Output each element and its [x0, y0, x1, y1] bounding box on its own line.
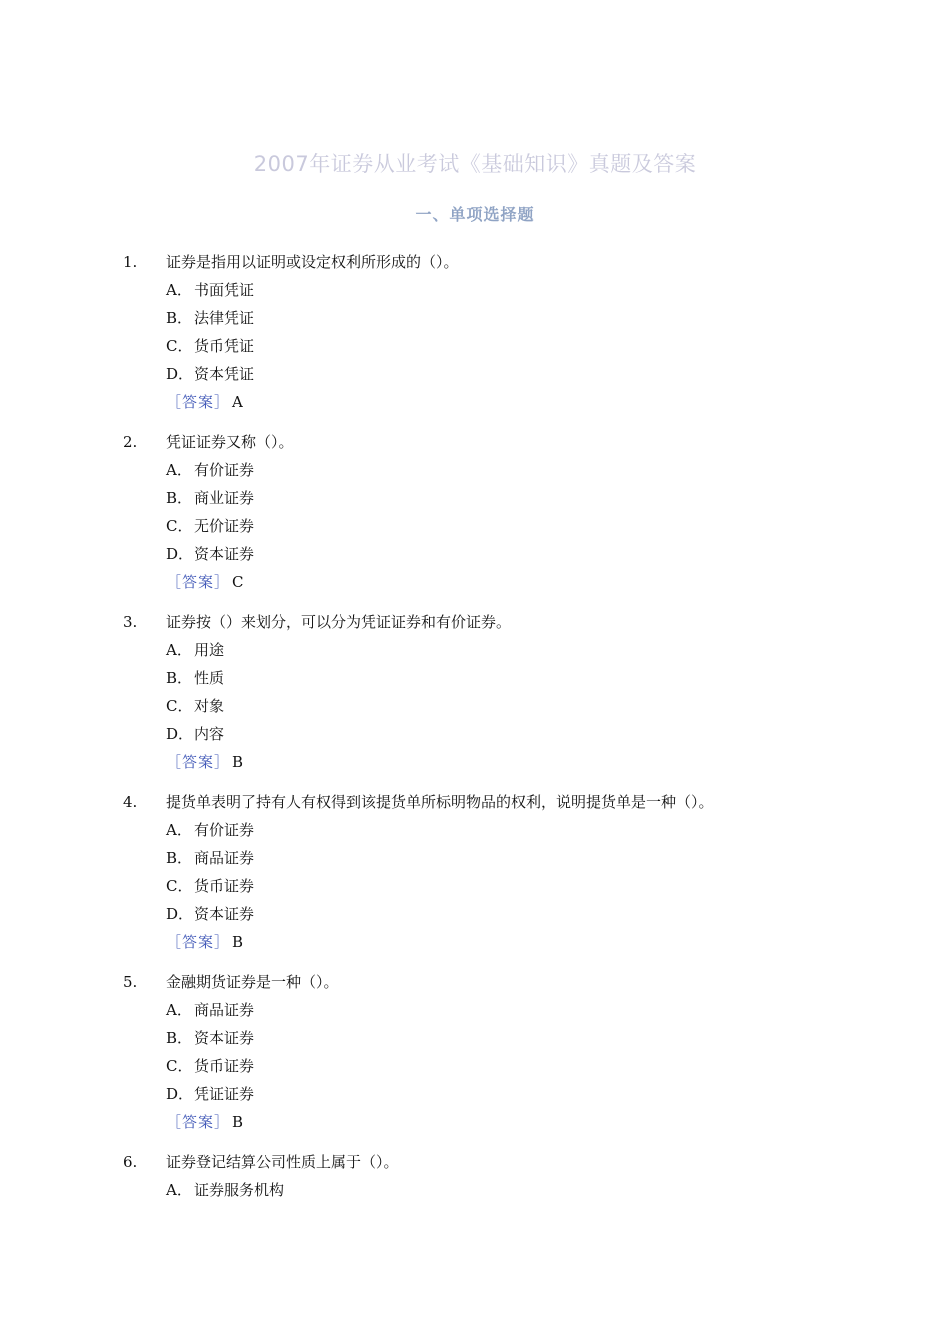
answer-value: C [232, 573, 244, 591]
question-text: 证券登记结算公司性质上属于（）。 [166, 1153, 399, 1171]
answer-option [0, 1176, 950, 1204]
option-text: 对象 [194, 697, 225, 715]
option-text: 证券服务机构 [194, 1181, 285, 1199]
answer-option [0, 1052, 950, 1080]
option-letter: C． [166, 877, 193, 895]
option-text: 商品证券 [194, 849, 255, 867]
option-letter: D． [166, 1085, 194, 1103]
question-item [0, 608, 950, 776]
option-letter: A． [166, 281, 192, 299]
answer-line [0, 388, 950, 416]
question-stem [0, 1148, 950, 1176]
option-text: 资本凭证 [194, 365, 255, 383]
option-letter: B． [166, 309, 193, 327]
question-text: 证券按（）来划分，可以分为凭证证券和有价证券。 [166, 613, 512, 631]
option-letter: D． [166, 725, 194, 743]
answer-option [0, 512, 950, 540]
answer-option [0, 1024, 950, 1052]
answer-value: B [232, 1113, 244, 1131]
answer-option [0, 636, 950, 664]
option-letter: C． [166, 337, 193, 355]
option-text: 用途 [194, 641, 225, 659]
answer-option [0, 816, 950, 844]
question-item [0, 788, 950, 956]
option-text: 有价证券 [194, 461, 255, 479]
section-title: 一、单项选择题 [415, 205, 535, 224]
answer-option [0, 1080, 950, 1108]
option-letter: A． [166, 641, 192, 659]
option-text: 书面凭证 [194, 281, 255, 299]
answer-option [0, 692, 950, 720]
option-text: 有价证券 [194, 821, 255, 839]
answer-option [0, 276, 950, 304]
answer-line [0, 568, 950, 596]
question-item [0, 968, 950, 1136]
option-text: 性质 [194, 669, 225, 687]
question-number: 4. [123, 793, 138, 811]
answer-option [0, 996, 950, 1024]
option-letter: B． [166, 489, 193, 507]
option-letter: B． [166, 669, 193, 687]
answer-value: B [232, 933, 244, 951]
question-number: 5. [123, 973, 138, 991]
question-number: 6. [123, 1153, 138, 1171]
answer-line [0, 928, 950, 956]
question-item [0, 248, 950, 416]
option-text: 法律凭证 [194, 309, 255, 327]
answer-line [0, 748, 950, 776]
answer-option [0, 484, 950, 512]
question-text: 证券是指用以证明或设定权利所形成的（）。 [166, 253, 459, 271]
answer-option [0, 360, 950, 388]
question-stem [0, 248, 950, 276]
question-stem [0, 788, 950, 816]
option-letter: A． [166, 1001, 192, 1019]
document-title: 2007年证券从业考试《基础知识》真题及答案 [253, 152, 697, 176]
option-letter: D． [166, 365, 194, 383]
option-text: 资本证券 [194, 1029, 255, 1047]
answer-label: ［答案］ [166, 393, 231, 411]
option-text: 凭证证券 [194, 1085, 255, 1103]
option-text: 货币凭证 [194, 337, 255, 355]
answer-option [0, 304, 950, 332]
answer-option [0, 540, 950, 568]
question-text: 提货单表明了持有人有权得到该提货单所标明物品的权利，说明提货单是一种（）。 [166, 793, 714, 811]
question-item [0, 428, 950, 596]
answer-option [0, 664, 950, 692]
answer-line [0, 1108, 950, 1136]
answer-label: ［答案］ [166, 933, 231, 951]
option-letter: D． [166, 545, 194, 563]
option-text: 货币证券 [194, 1057, 255, 1075]
answer-option [0, 900, 950, 928]
option-letter: B． [166, 1029, 193, 1047]
answer-label: ［答案］ [166, 1113, 231, 1131]
option-text: 商品证券 [194, 1001, 255, 1019]
question-text: 金融期货证券是一种（）。 [166, 973, 339, 991]
option-letter: C． [166, 697, 193, 715]
question-text: 凭证证券又称（）。 [166, 433, 294, 451]
question-number: 3. [123, 613, 138, 631]
question-item [0, 1148, 950, 1204]
option-letter: B． [166, 849, 193, 867]
option-text: 内容 [194, 725, 225, 743]
option-letter: C． [166, 517, 193, 535]
question-number: 2. [123, 433, 138, 451]
answer-label: ［答案］ [166, 753, 231, 771]
answer-option [0, 872, 950, 900]
option-letter: A． [166, 1181, 192, 1199]
question-list [0, 248, 950, 1216]
answer-option [0, 332, 950, 360]
option-text: 商业证券 [194, 489, 255, 507]
option-text: 资本证券 [194, 545, 255, 563]
question-stem [0, 608, 950, 636]
answer-value: A [232, 393, 243, 411]
option-letter: A． [166, 821, 192, 839]
option-text: 资本证券 [194, 905, 255, 923]
option-text: 无价证券 [194, 517, 255, 535]
question-stem [0, 428, 950, 456]
answer-option [0, 720, 950, 748]
answer-option [0, 456, 950, 484]
answer-label: ［答案］ [166, 573, 231, 591]
question-stem [0, 968, 950, 996]
question-number: 1. [123, 253, 138, 271]
option-letter: D． [166, 905, 194, 923]
answer-value: B [232, 753, 244, 771]
answer-option [0, 844, 950, 872]
option-letter: A． [166, 461, 192, 479]
option-letter: C． [166, 1057, 193, 1075]
option-text: 货币证券 [194, 877, 255, 895]
